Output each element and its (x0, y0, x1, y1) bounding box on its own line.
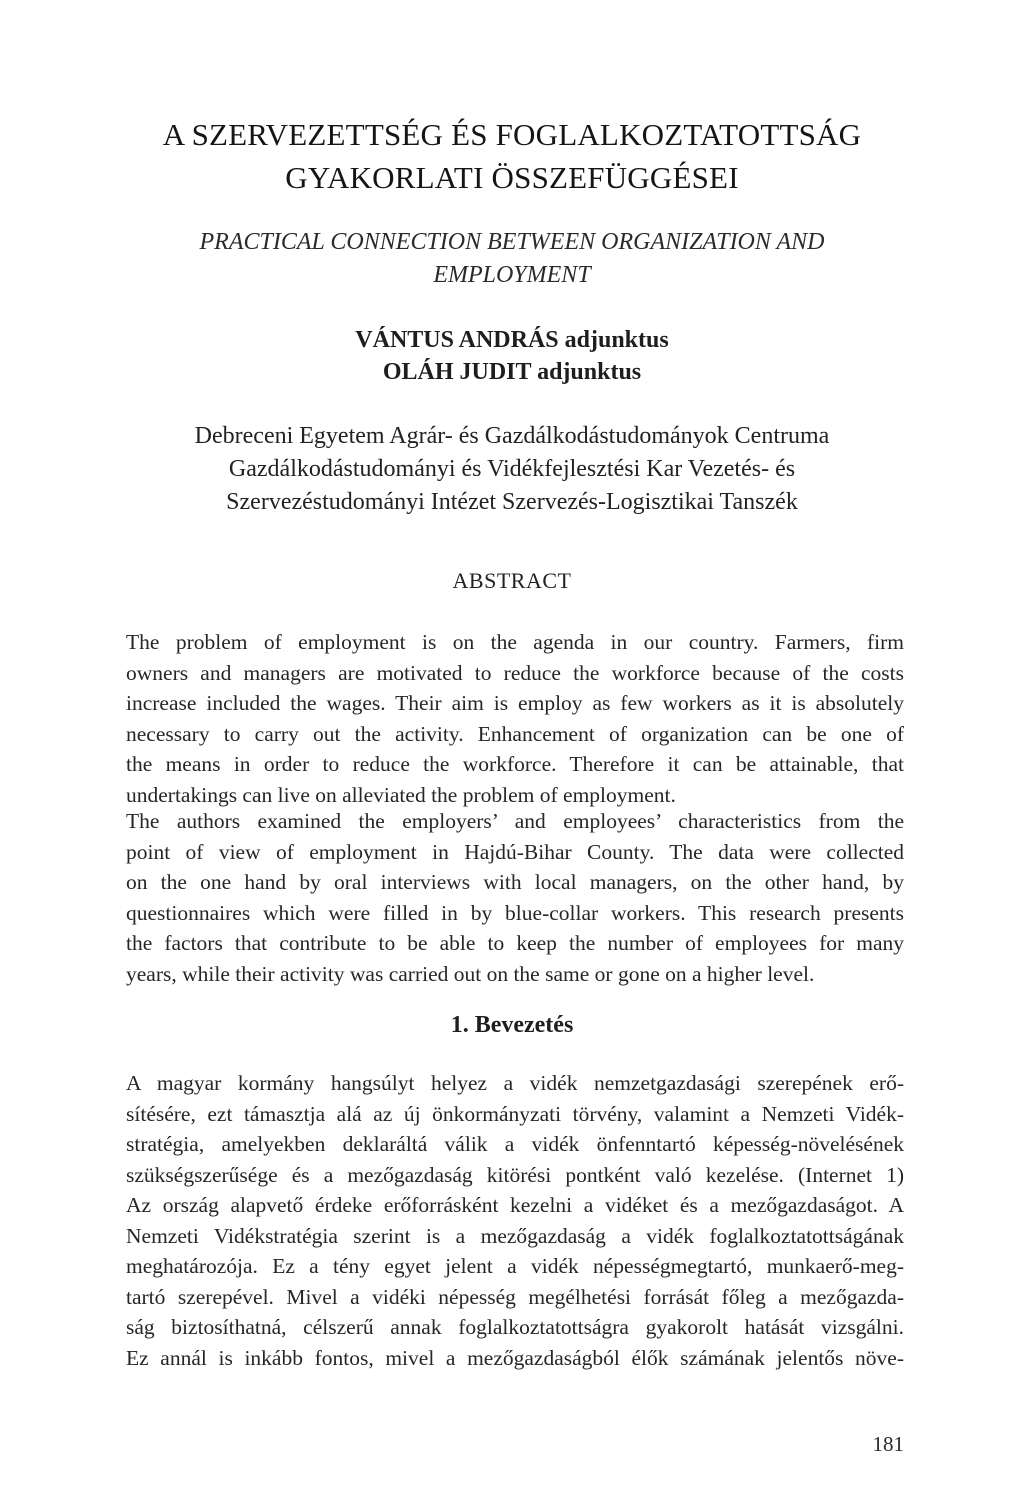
section-line: Az ország alapvető érdeke erőforrásként kezelni a vidéket és a mezőgazdaságot. A (126, 1193, 904, 1217)
abstract-p1-line: The problem of employment is on the agenda in our country. Farmers, firm (126, 630, 904, 654)
section-paragraph (126, 1068, 904, 1373)
section-heading: 1. Bevezetés (450, 1012, 574, 1038)
abstract-p2-line: point of view of employment in Hajdú-Bihar County. The data were collected (126, 839, 904, 864)
section-line: meghatározója. Ez a tény egyet jelent a vidék népességmegtartó, munkaerő-meg- (126, 1254, 904, 1278)
affiliation-line-1: Debreceni Egyetem Agrár- és Gazdálkodástudományok Centruma (194, 423, 830, 449)
affiliation-line-2: Gazdálkodástudományi és Vidékfejlesztési Kar Vezetés- és (228, 456, 796, 482)
subtitle-line-2: EMPLOYMENT (433, 262, 591, 288)
title-line-2: GYAKORLATI ÖSSZEFÜGGÉSEI (285, 160, 739, 195)
page-number: 181 (872, 1432, 904, 1456)
abstract-p2-line: years, while their activity was carried out on the same or gone on a higher level. (126, 961, 815, 986)
abstract-p1-line: necessary to carry out the activity. Enhancement of organization can be one of (126, 721, 904, 746)
section-line: szükségszerűsége és a mezőgazdaság kitörési pontként való kezelése. (Internet 1) (126, 1162, 904, 1187)
abstract-heading: ABSTRACT (452, 568, 572, 593)
abstract-paragraph-1 (126, 627, 904, 810)
abstract-paragraph-2 (126, 806, 904, 989)
paper-title (100, 113, 924, 199)
author-2: OLÁH JUDIT adjunktus (382, 359, 642, 385)
subtitle-line-1: PRACTICAL CONNECTION BETWEEN ORGANIZATION AND (199, 229, 825, 255)
section-line: Nemzeti Vidékstratégia szerint is a mezőgazdaság a vidék foglalkoztatottságának (126, 1223, 904, 1248)
section-line: A magyar kormány hangsúlyt helyez a vidék nemzetgazdasági szerepének erő- (126, 1071, 904, 1095)
abstract-p1-line: owners and managers are motivated to reduce the workforce because of the costs (126, 660, 904, 685)
author-1: VÁNTUS ANDRÁS adjunktus (355, 327, 669, 353)
section-line: stratégia, amelyekben deklaráltá válik a vidék önfenntartó képesség-növelésének (126, 1132, 904, 1156)
title-line-1: A SZERVEZETTSÉG ÉS FOGLALKOZTATOTTSÁG (162, 117, 862, 152)
abstract-p1-line: increase included the wages. Their aim is employ as few workers as it is absolutely (126, 691, 904, 715)
abstract-p2-line: The authors examined the employers’ and employees’ characteristics from the (126, 809, 904, 833)
section-line: tartó szerepével. Mivel a vidéki népesség megélhetési forrását főleg a mezőgazda- (126, 1284, 904, 1309)
abstract-p1-line: the means in order to reduce the workforce. Therefore it can be attainable, that (126, 752, 904, 776)
section-line: sítésére, ezt támasztja alá az új önkormányzati törvény, valamint a Nemzeti Vidék- (126, 1101, 904, 1126)
paper-subtitle (100, 226, 924, 292)
abstract-p1-line: undertakings can live on alleviated the problem of employment. (126, 782, 676, 807)
author-list (100, 324, 924, 388)
abstract-p2-line: on the one hand by oral interviews with local managers, on the other hand, by (126, 870, 904, 894)
affiliation-line-3: Szervezéstudományi Intézet Szervezés-Logisztikai Tanszék (226, 489, 798, 515)
section-line: ság biztosíthatná, célszerű annak foglalkoztatottságra gyakorolt hatását vizsgálni. (126, 1315, 904, 1339)
abstract-p2-line: questionnaires which were filled in by blue-collar workers. This research presents (126, 900, 904, 925)
abstract-p2-line: the factors that contribute to be able to keep the number of employees for many (126, 931, 904, 955)
section-line: Ez annál is inkább fontos, mivel a mezőgazdaságból élők számának jelentős növe- (126, 1345, 904, 1370)
affiliation (100, 420, 924, 519)
